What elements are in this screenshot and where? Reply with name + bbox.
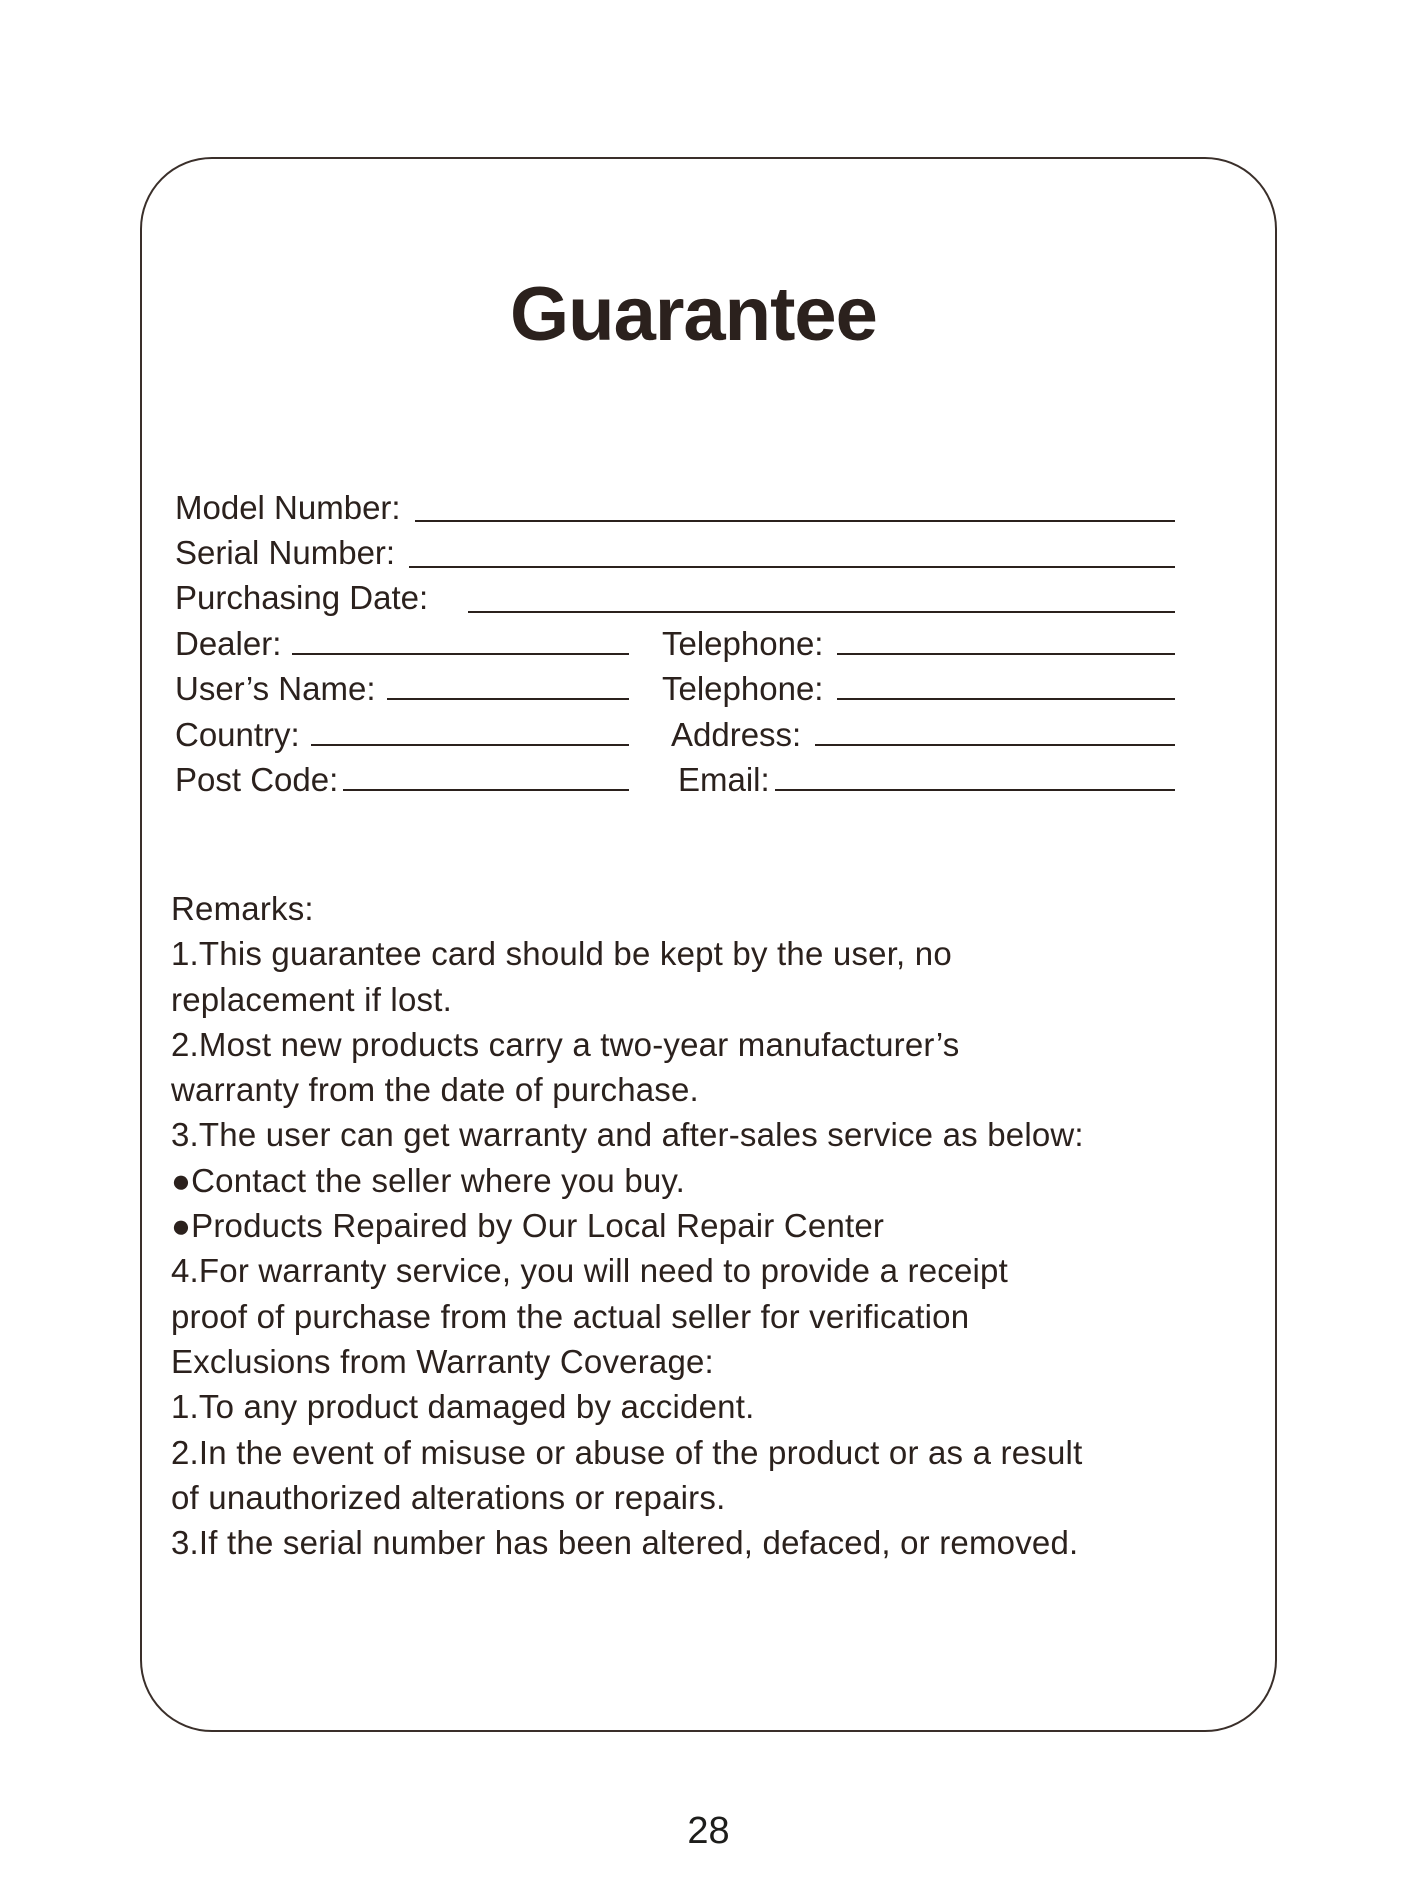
remarks-line: proof of purchase from the actual seller for verification bbox=[171, 1297, 970, 1335]
form-row-country-address bbox=[175, 712, 1175, 757]
country-cell bbox=[175, 716, 662, 754]
post-code-label: Post Code: bbox=[175, 761, 339, 799]
address-cell bbox=[662, 716, 1175, 754]
remarks-line: 2.Most new products carry a two-year manufacturer’s bbox=[171, 1025, 960, 1063]
remarks-line: 1.This guarantee card should be kept by the user, no bbox=[171, 935, 952, 973]
form-row-purchasing-date bbox=[175, 576, 1175, 621]
user-name-blank-line bbox=[387, 698, 630, 700]
remarks-line: 4.For warranty service, you will need to provide a receipt bbox=[171, 1252, 1008, 1290]
remarks-line: 2.In the event of misuse or abuse of the product or as a result bbox=[171, 1433, 1083, 1471]
model-number-label: Model Number: bbox=[175, 488, 401, 526]
dealer-telephone-cell bbox=[662, 625, 1175, 663]
remarks-heading: Remarks: bbox=[171, 890, 314, 927]
guarantee-card bbox=[140, 157, 1277, 1732]
country-blank-line bbox=[311, 744, 629, 746]
country-label: Country: bbox=[175, 715, 300, 753]
dealer-cell bbox=[175, 625, 662, 663]
remarks-line: replacement if lost. bbox=[171, 980, 452, 1018]
email-label: Email: bbox=[678, 761, 770, 799]
telephone-blank-line-2 bbox=[837, 698, 1175, 700]
remarks-section bbox=[171, 886, 1084, 1565]
dealer-label: Dealer: bbox=[175, 624, 282, 662]
dealer-blank-line bbox=[292, 653, 629, 655]
remarks-line: Exclusions from Warranty Coverage: bbox=[171, 1342, 714, 1380]
page-title: Guarantee bbox=[510, 272, 877, 357]
remarks-line: 3.If the serial number has been altered, defaced, or removed. bbox=[171, 1524, 1079, 1562]
user-name-label: User’s Name: bbox=[175, 670, 376, 708]
page-number: 28 bbox=[687, 1810, 730, 1852]
form-row-serial-number bbox=[175, 530, 1175, 575]
model-number-blank-line bbox=[415, 520, 1175, 522]
form-row-user-name-telephone bbox=[175, 667, 1175, 712]
email-cell bbox=[662, 761, 1175, 799]
remarks-bullet-line: ●Contact the seller where you buy. bbox=[171, 1161, 686, 1199]
purchasing-date-blank-line bbox=[468, 611, 1175, 613]
form-row-postcode-email bbox=[175, 757, 1175, 802]
remarks-line: 1.To any product damaged by accident. bbox=[171, 1388, 755, 1426]
remarks-line: warranty from the date of purchase. bbox=[171, 1071, 699, 1109]
post-code-blank-line bbox=[343, 789, 629, 791]
telephone-blank-line-1 bbox=[837, 653, 1175, 655]
guarantee-form bbox=[175, 485, 1175, 803]
remarks-line: of unauthorized alterations or repairs. bbox=[171, 1478, 726, 1516]
address-label: Address: bbox=[671, 715, 802, 753]
serial-number-blank-line bbox=[409, 566, 1175, 568]
telephone-label-2: Telephone: bbox=[662, 670, 824, 708]
purchasing-date-label: Purchasing Date: bbox=[175, 579, 429, 617]
post-code-cell bbox=[175, 761, 662, 799]
address-blank-line bbox=[815, 744, 1175, 746]
telephone-label-1: Telephone: bbox=[662, 624, 824, 662]
form-row-dealer-telephone bbox=[175, 621, 1175, 666]
user-name-cell bbox=[175, 670, 662, 708]
remarks-bullet-line: ●Products Repaired by Our Local Repair Center bbox=[171, 1207, 885, 1245]
email-blank-line bbox=[775, 789, 1175, 791]
user-telephone-cell bbox=[662, 670, 1175, 708]
form-row-model-number bbox=[175, 485, 1175, 530]
remarks-line: 3.The user can get warranty and after-sales service as below: bbox=[171, 1116, 1084, 1154]
serial-number-label: Serial Number: bbox=[175, 534, 396, 572]
